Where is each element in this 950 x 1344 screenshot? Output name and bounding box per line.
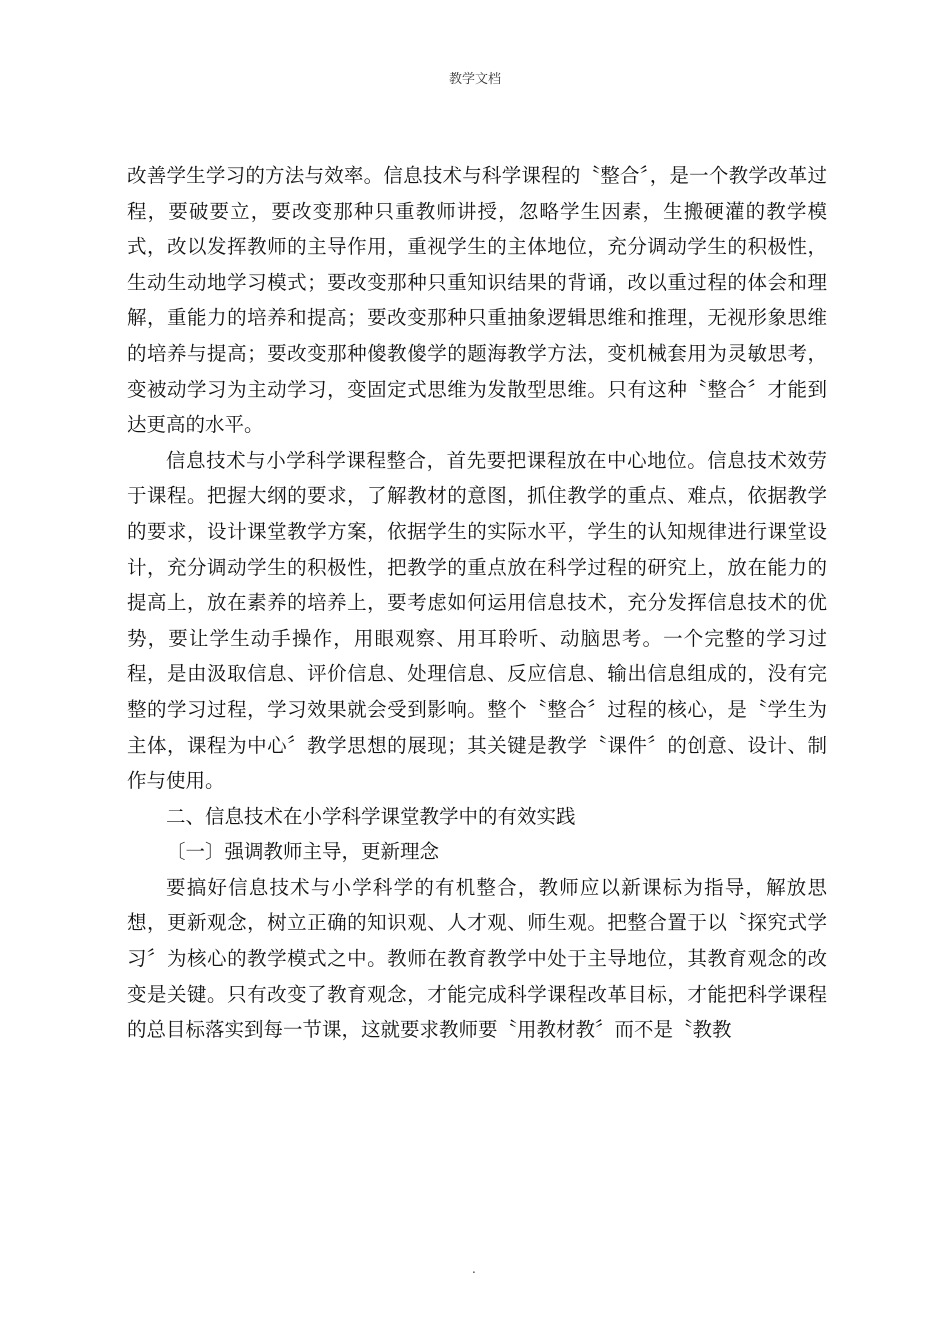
page-footer-mark: .	[472, 1262, 476, 1276]
paragraph-3: 要搞好信息技术与小学科学的有机整合，教师应以新课标为指导，解放思想，更新观念，树立正确的知识观、人才观、师生观。把整合置于以〝探究式学习〞为核心的教学模式之中。教师在教育教学中处于主导地位，其教育观念的改变是关键。只有改变了教育观念，才能完成科学课程改革目标，才能把科学课程的总目标落实到每一节课，这就要求教师要〝用教材教〞而不是〝教教	[127, 875, 827, 1042]
document-body	[127, 158, 827, 1048]
paragraph-1: 改善学生学习的方法与效率。信息技术与科学课程的〝整合〞，是一个教学改革过程，要破要立，要改变那种只重教师讲授，忽略学生因素，生搬硬灌的教学模式，改以发挥教师的主导作用，重视学生的主体地位，充分调动学生的积极性，生动生动地学习模式；要改变那种只重知识结果的背诵，改以重过程的体会和理解，重能力的培养和提高；要改变那种只重抽象逻辑思维和推理，无视形象思维的培养与提高；要改变那种傻教傻学的题海教学方法，变机械套用为灵敏思考，变被动学习为主动学习，变固定式思维为发散型思维。只有这种〝整合〞才能到达更高的水平。	[127, 164, 827, 437]
page-header-title: 教学文档	[448, 72, 501, 87]
paragraph-2: 信息技术与小学科学课程整合，首先要把课程放在中心地位。信息技术效劳于课程。把握大纲的要求，了解教材的意图，抓住教学的重点、难点，依据教学的要求，设计课堂教学方案，依据学生的实际水平，学生的认知规律进行课堂设计，充分调动学生的积极性，把教学的重点放在科学过程的研究上，放在能力的提高上，放在素养的培养上，要考虑如何运用信息技术，充分发挥信息技术的优势，要让学生动手操作，用眼观察、用耳聆听、动脑思考。一个完整的学习过程，是由汲取信息、评价信息、处理信息、反应信息、输出信息组成的，没有完整的学习过程，学习效果就会受到影响。整个〝整合〞过程的核心，是〝学生为主体，课程为中心〞教学思想的展现；其关键是教学〝课件〞的创意、设计、制作与使用。	[127, 448, 827, 793]
section-heading: 二、信息技术在小学科学课堂教学中的有效实践	[166, 804, 576, 828]
subsection-heading: 〔一〕强调教师主导，更新理念	[166, 840, 440, 864]
